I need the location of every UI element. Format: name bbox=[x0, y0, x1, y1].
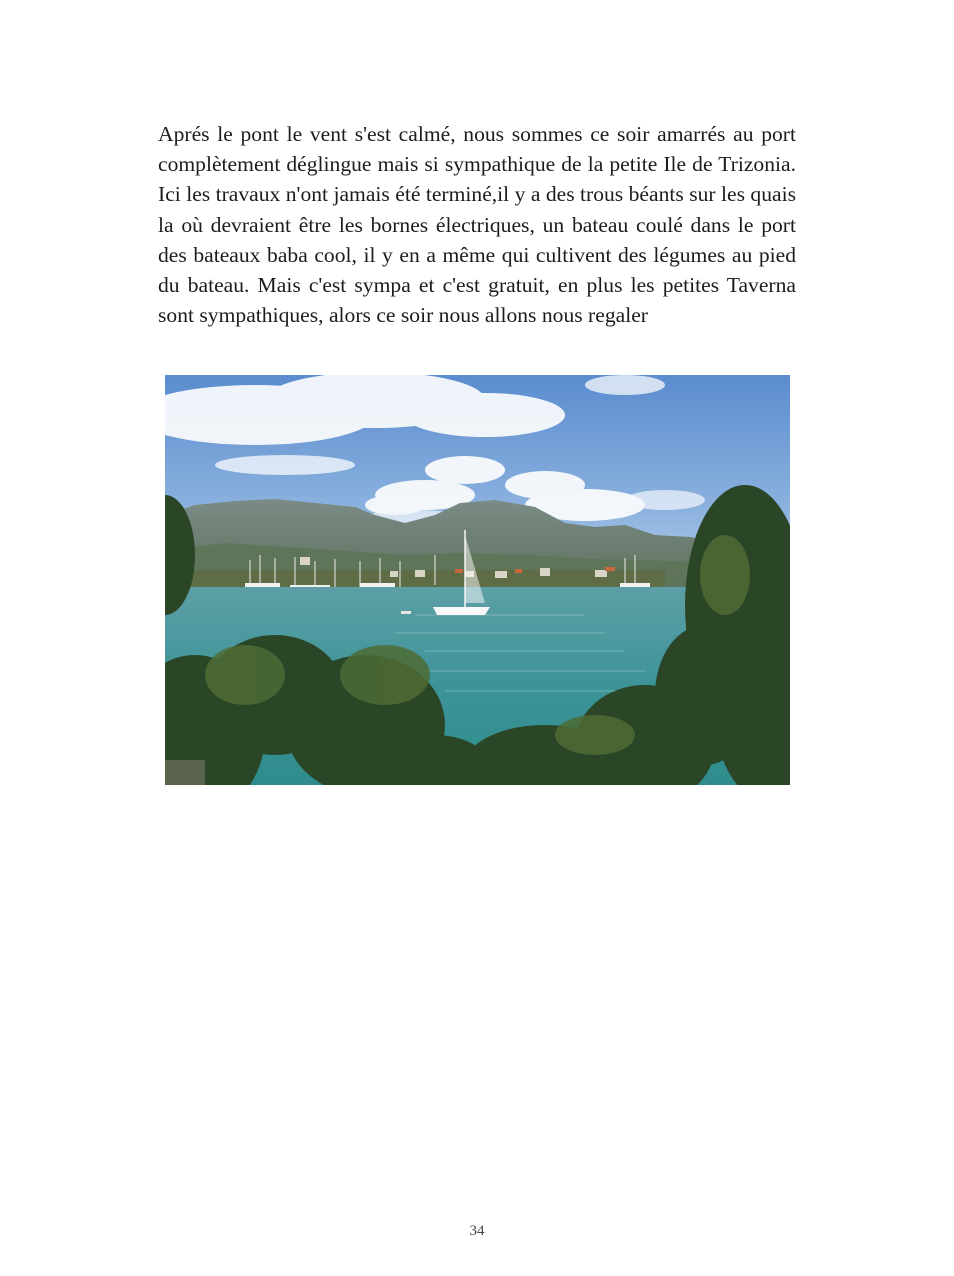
page-number: 34 bbox=[469, 1223, 485, 1239]
rocks bbox=[165, 760, 205, 785]
body-paragraph: Aprés le pont le vent s'est calmé, nous sommes ce soir amarrés au port complètement déglingue mais si sympathique de la petite Ile de Trizonia. Ici les travaux n'ont jamais été terminé,il y a des trous béants sur les quais la où devraient être les bornes électriques, un bateau coulé dans le port des bateaux baba cool, il y en a même qui cultivent des légumes au pied du bateau. Mais c'est sympa et c'est gratuit, en plus les petites Taverna sont sympathiques, alors ce soir nous allons nous regaler bbox=[158, 122, 796, 328]
harbor-photo-illustration bbox=[165, 375, 790, 785]
harbor-photo bbox=[165, 375, 790, 785]
